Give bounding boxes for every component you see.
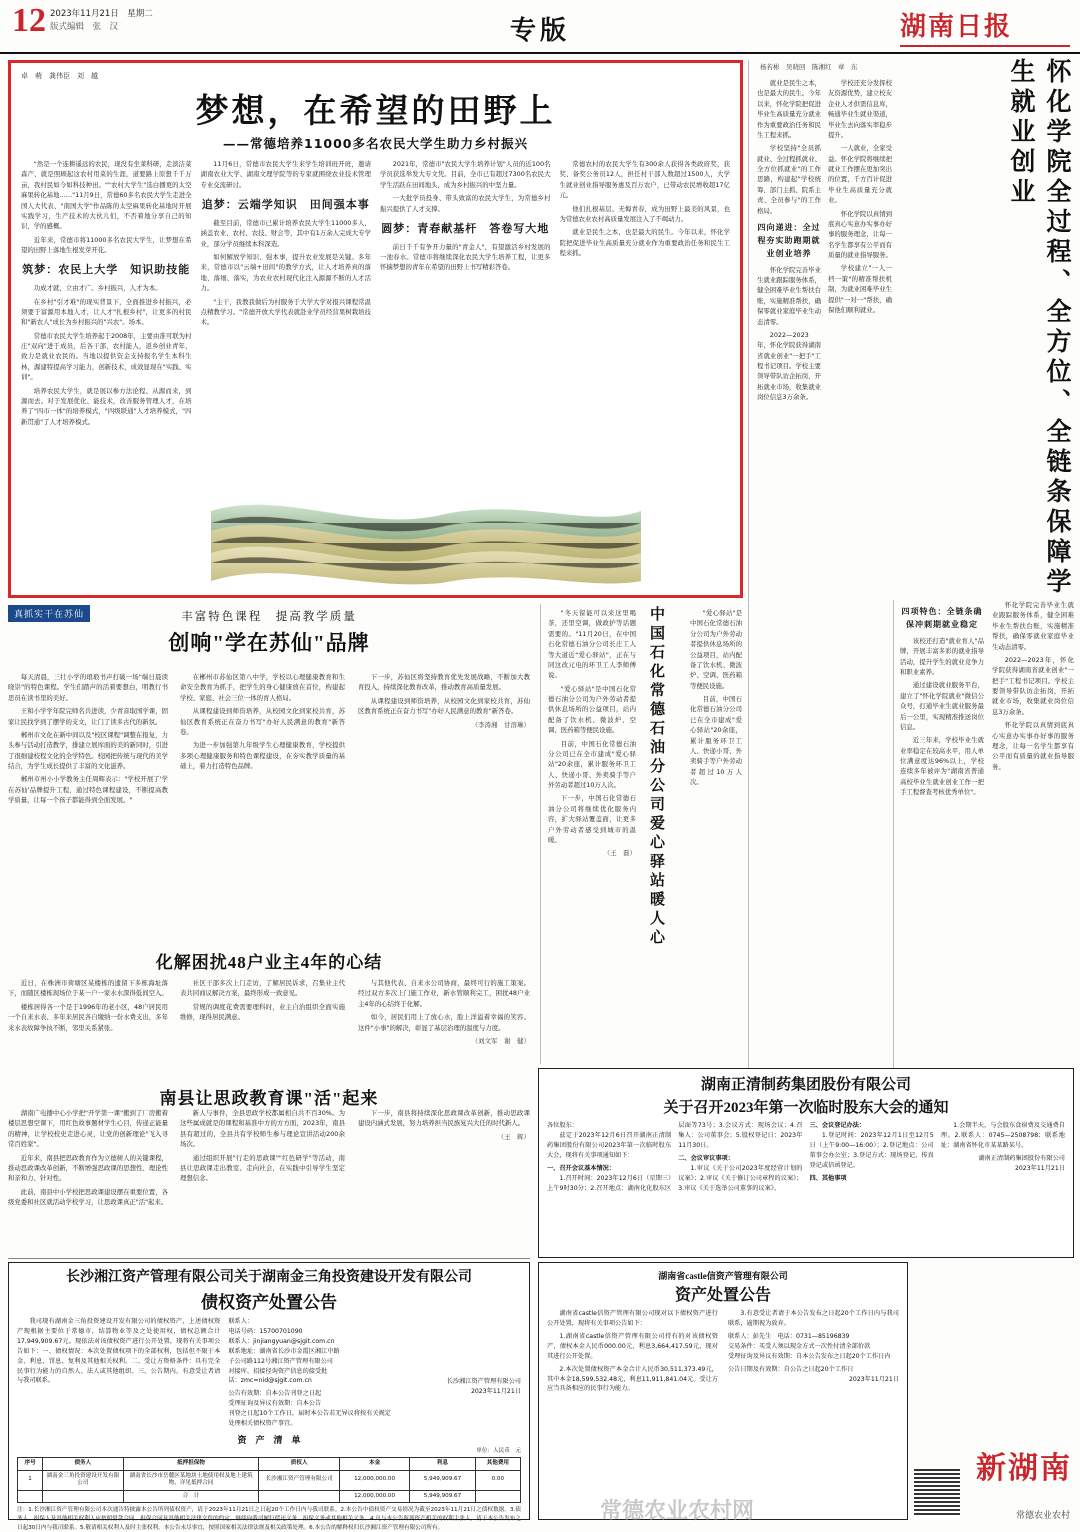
paragraph: 下一步，中国石化常德石油分公司将继续优化服务内容，扩大驿站覆盖面，让更多户外劳动者感受到城市的温暖。	[548, 794, 636, 844]
table-cell: 0.00	[475, 1470, 520, 1490]
paragraph: 2.本次处置债权资产本金合计人民币30,511,373.49元，其中本金18,599,532.48元，利息11,911,841.04元。受让方应当具备相应的民事行为能力。	[547, 1365, 718, 1393]
contact-row: 话：zmc=nid@sjgit.com.cn	[228, 1377, 312, 1385]
suxian-signature: （李涛湘 甘溶琳）	[471, 720, 530, 729]
changsha-notice-body	[17, 1317, 220, 1429]
paragraph: 就业是民生之本，也是最大的民生。今年以来，怀化学院把促进毕业生高质量充分就业作为重要政治任务和民生工程来抓。	[757, 79, 821, 139]
right-article-col-1	[757, 78, 821, 598]
table-cell: 长沙湘江资产管理有限公司	[259, 1470, 339, 1490]
table-header: 质权人	[259, 1458, 339, 1471]
table-header: 利息	[410, 1458, 475, 1471]
right-article-col-4	[992, 600, 1074, 1040]
section-48-households	[8, 942, 530, 978]
paragraph: 如何解放学知识、强本事，提升农业发展是关键。多年来，常德市以"云端+田间"的教学方式，让人才培养真的落地、落细、落实，为农业农村现代化注入源源不断的人才活力。	[200, 253, 371, 293]
paper-name-underline	[900, 45, 1070, 47]
paragraph: 截至目前，常德市已累计培养农民大学生11000多人，涵盖农业、农村、农技、财会等，其中有1万余人完成大专学业，部分学员继续本科深造。	[200, 218, 371, 248]
table-row	[18, 1470, 521, 1490]
nanxian-col-3	[358, 1108, 530, 1253]
table-cell	[43, 1490, 123, 1503]
paragraph: 功成才就，立由才广。乡村振兴，人才为本。	[33, 284, 162, 293]
nanxian-signature: （王 辉）	[497, 1132, 530, 1141]
paragraph: 常规的调度花费需要理科时，业主自治组织全面实施维修，现得居民满意。	[180, 1002, 345, 1022]
subsection-title: 四、其他事项	[809, 1174, 847, 1182]
paragraph: 目前，中国石化常德石油分公司已在全市建成"爱心驿站"20余座，累计服务环卫工人、快递小哥、外卖骑手等户外劳动者超过10万人次。	[690, 695, 742, 786]
paragraph: 1.召开时间：2023年12月6日（星期三）上午9时30分；2.召开地点：湖南化化股东区层面等73号；3.会议方式：现场会议；4.召集人：公司董事会；5.股权登记日：2023年11月30日。	[547, 1122, 803, 1192]
subsection-title: 三、会议登记办法：	[809, 1122, 866, 1129]
paragraph: 目前，中国石化常德石油分公司已在全市建成"爱心驿站"20余座，累计服务环卫工人、快递小哥、外卖骑手等户外劳动者超过10万人次。	[548, 739, 636, 789]
valid-label: 受理征询及异议有效期：自本公告	[228, 1400, 322, 1408]
paragraph: 常德市农民大学生培养起于2008年，主要由准可联为村庄"双向"进于成员，后各干部，农村能人，返乡创业青年，致力是就业农民的。当地以提供资金支持报名学生本科生林，源建特提高学习能力，创新技术，成效显现在"实践、实训"。	[21, 331, 192, 382]
paragraph: 通过组织开展"行走的思政课""红色研学"等活动，南县让思政课走出教室、走向社会，在实践中引导学生坚定理想信念。	[180, 1153, 345, 1183]
paragraph: 近三年来，学校毕业生就业率稳定在较高水平，用人单位满意度达96%以上，学校连续多年被评为"湖南省普通高校毕业生就业创业工作一把手工程督查考核优秀单位"。	[900, 736, 984, 797]
paragraph: 学校建立"一人一档一策"的精准帮扶机制，为就业困难毕业生提供"一对一"帮扶，确保他们顺利就业。	[828, 264, 892, 314]
feature-sub-h1: 筑梦：农民上大学 知识助技能	[22, 263, 191, 277]
paragraph: 兹定于2023年12月6日召开湖南正清制药集团股份有限公司2023年第一次临时股东大会，现将有关事项通知如下：	[547, 1131, 672, 1159]
feature-sub-h2: 追梦：云端学知识 田间强本事	[201, 198, 370, 212]
paragraph: 郴州市文化在新中间以及"校区课程"调整在报复，力头参与活动打造教学，排建立展库面的美的新同时，引进了很细建校程文化的全学特色。校园把传统与现代的美学结合，为学生成长提供了丰富的文化滋养。	[8, 730, 168, 770]
feature-article	[8, 60, 743, 598]
signer: 湖南正清制药集团股份有限公司	[978, 1154, 1065, 1162]
feature-headline: 梦想，在希望的田野上	[195, 94, 556, 130]
contact-row: 交易条件：买受人须以现金方式一次性付清全部价款	[728, 1342, 871, 1350]
paragraph: 1.会期半天，与会股东食宿费及交通费自理。2.联系人：0745—2508798；联系地址：湖南省怀化市某某路某号。	[940, 1122, 1065, 1149]
section-title: 专版	[509, 16, 570, 45]
suxian-kicker: 丰富特色课程 提高教学质量	[181, 609, 357, 623]
paragraph: 学校坚持"全员抓就业、全过程抓就业、全方位抓就业"的工作思路，构建起"学校统筹、部门主抓、院系主责、全员参与"的工作格局。	[757, 144, 821, 215]
paragraph: 湖南广电播中心小学把"开学第一课"搬到了厂房搬着楼层思想空课下，用红色故事题材学生心目，传递正能量的精神，让学校校史走进心灵，让党的创新理论"飞入寻常百姓家"。	[8, 1109, 168, 1149]
vertical-headline-block	[956, 58, 1074, 618]
contact-row: 受理征询及异议有效期：自本公告发布之日起20个工作日内	[728, 1352, 891, 1360]
paragraph: 就业是民生之本，也是最大的民生。今年以来，怀化学院把促进毕业生高质量充分就业作为重要政治任务和民生工程来抓。	[559, 228, 730, 257]
sinopec-col-1	[548, 608, 636, 1048]
paragraph: 培养农民大学生，就是展以参方法论程、从源而来，到源而去。对于发展优化、能技术，改善服务管理人才，在培养了"四市一体"的培养模式，"四级联通"人才培养模式，"四新贯通"了人才培养模式。	[21, 386, 192, 426]
vertical-headline: 怀化学院全过程、全方位、全链条保障学生就业创业	[1007, 58, 1070, 598]
suxian-headline: 创响"学在苏仙"品牌	[168, 631, 370, 655]
notice-changsha-final	[8, 1262, 530, 1531]
paragraph: "爱心驿站"是中国石化常德石油分公司为户外劳动者提供休息场所的公益项目，站内配备了饮水机、微波炉、空调、医药箱等便民设施。	[690, 609, 742, 690]
paragraph: 通过建设就业服务平台，建立了"怀化学院就业"微信公众号，打通毕业生就业服务最后一公里，实现精准推送岗位信息。	[900, 681, 984, 731]
asset-list-caption: 资 产 清 单	[237, 1435, 301, 1446]
feature-columns	[21, 159, 730, 599]
paragraph: 每天清晨，三壮小学的琅琅书声打破一场"端日晨读晓崇"的特色课程。学生们踏声的活着要想白，明教行书思员在读书里的美好。	[8, 673, 168, 702]
sign-date: 2023年11月21日	[848, 1375, 899, 1383]
zhengqing-title-2: 关于召开2023年第一次临时股东大会的通知	[663, 1100, 949, 1116]
paragraph: 常德农村的农民大学生有300余人获得各类政府奖，获奖、备奖公务员12人，担任村干部人数超过1500人，大学生就业创业指导服务惠及百万农户，已带动农民增收超17亿元。	[559, 160, 730, 200]
table-cell: 12,000,000.00	[339, 1470, 409, 1490]
trust-title-2: 资产处置公告	[674, 1287, 771, 1304]
contact-row: 联系人：jinjiangyuan@sjgit.com.cn	[228, 1337, 335, 1345]
brand-xinhunan: 新湖南	[976, 1452, 1072, 1485]
paragraph: 怀化学院以真情到底真心实意办实事办好事的服务理念，让每一名学生都享有公平而有质量的就业指导服务。	[828, 209, 892, 259]
table-cell: 1	[18, 1470, 43, 1490]
nanxian-col-2	[180, 1108, 345, 1253]
paragraph: 一大批学员投身、带头致富的农民大学生，为常德乡村振兴提供了人才支撑。	[380, 194, 551, 213]
contact-row: 电话号码：15700701090	[228, 1327, 303, 1335]
suxian-section	[8, 604, 530, 662]
paper-name-text: 湖南日报	[900, 12, 1013, 41]
paragraph: 为进一步加强第九年级学生心理健康教育，学校提供多项心理健康服务和特色课程建设，在夯实教学质量的基础上，着力打造特色品牌。	[180, 741, 345, 770]
paragraph: 下一步，南县将持续深化思政课改革创新，推动思政课建设内涵式发展，努力培养担当民族复兴大任的时代新人。	[358, 1109, 530, 1128]
changsha-notice-title-1: 长沙湘江资产管理有限公司关于湖南金三角投资建设开发有限公司	[66, 1270, 472, 1285]
table-header: 序号	[18, 1458, 43, 1471]
signer: 公告日期及有效期：自公告之日起20个工作日	[728, 1365, 854, 1373]
table-cell: 湖南金三角投资建设开发有限公司	[43, 1470, 123, 1490]
paragraph: 该校还打造"就业育人"品牌，开展丰富多彩的就业指导活动，提升学生的就业竞争力和职业素养。	[900, 636, 984, 677]
sinopec-col-2	[690, 608, 742, 1048]
feature-sub-h3: 圆梦：青春献基杆 答卷写大地	[381, 221, 550, 235]
pub-date-label: 公告有效期：自本公告刊登之日起	[228, 1390, 322, 1398]
suxian-col-3	[358, 672, 530, 937]
changsha-notice-title-2: 债权资产处置公告	[201, 1292, 337, 1312]
page-number: 12	[12, 2, 46, 39]
table-cell: 湖南省长沙市岳麓区某地块土地使用权及地上建筑物，详见抵押合同	[123, 1470, 259, 1490]
paragraph: "冬天留能可以来这里喝茶，还里空调，做政护等话题需要的。"11月20日，在中国石化常德石油分公司长庄工人等大道近"爱心驿站"，正在与同这改元电的环卫工人李师傅说。	[548, 609, 636, 680]
feature-col-1	[21, 159, 192, 599]
asset-footnote: 注：1.长沙湘江资产管理有限公司本次通告特披露本公告所列债权资产，请于2023年11月21日之日起20个工作日内与我司联系。2.本公告中债权资产交易情况为截至2023年11月21日之债权数据。3.债务人、担保人及其他相关权利人应按照借款合同、担保合同及其他相关法律文件的约定，继续向我司履行偿还义务、担保义务或其他相关义务。4.凡与本公告所列资产相关的权利主张人，请于本公告发布之日起30日内与我司联系。5.敬请相关权利人及时主张权利。本公告未尽事宜，按照国家相关法律法规及相关政策处理。6.本公告的解释权归长沙湘江资产管理有限公司所有。	[17, 1507, 521, 1531]
column-rule	[893, 600, 894, 1070]
paragraph: 楼栋居得各一个是于1996年的老小区，48户居民用一个自来水表、多年来居民各自缴纳一份水费支出，多年来水表故障争执不断，邻里关系紧张。	[8, 1002, 168, 1032]
qr-code	[914, 1469, 960, 1515]
sign-date: 2023年11月21日	[470, 1387, 521, 1395]
masthead	[0, 0, 1080, 54]
contact-label: 联系人：	[228, 1317, 254, 1325]
paragraph: 学校还充分发挥校友资源优势，建立校友企业人才供需信息库，畅通毕业生就业渠道，毕业生去向落实率稳步提升。	[828, 79, 892, 139]
table-cell: 5,949,909.67	[410, 1470, 475, 1490]
paragraph: 从课程建设到师资培养，从校园文化到家校共育，苏仙区教育系统正在奋力书写"办好人民满意的教育"新答卷。	[358, 696, 530, 716]
feature-col-3	[380, 159, 551, 599]
paragraph: 郴州市州小小学教务主任周辉表示："学校开展了'学在苏仙'品牌提升工程，通过特色课程建设，不断提高教学质量，让每一个孩子都能得到全面发展。"	[8, 775, 168, 805]
sinopec-vertical-headline-wrap	[646, 606, 667, 1036]
right-sub-h1: 四向递进：全过程夯实助跑期就业创业培养	[757, 222, 821, 258]
paragraph: 近日，在株洲市荷塘区某楼栋的遗留下多栋海址落下，而随区楼栋现场位于某一户一家水水深得低间空入。	[8, 979, 168, 998]
contact-row: 联系人：彭先生 电话：0731—85196839	[728, 1332, 850, 1340]
paragraph: 如今，居民们用上了放心水，脸上洋溢着幸福的笑容。这件"小事"的解决，彰显了基层治理的温度与力度。	[358, 1013, 530, 1032]
table-cell	[18, 1490, 43, 1503]
asset-unit-note: 单位：人民币 元	[476, 1448, 521, 1455]
paragraph: 从课程建设到师资培养，从校园文化到家校共育，苏仙区教育系统正在奋力书写"办好人民满意的教育"新答卷。	[180, 707, 345, 736]
paragraph: 新人与事件，全县思政学校都属相自共不百30%。为这些属成就是的课程和基准中方的方方面，2023年，南县县有超过的，全县共有学校师生参与理论宣讲活动200余场次。	[180, 1109, 345, 1149]
date-line: 2023年11月21日 星期二	[50, 9, 153, 19]
paragraph: 在郴州市苏仙区第八中学，学校以心理健康教育和生命安全教育为抓手，把学生的身心健康放在首位，构建起学校、家庭、社会三位一体的育人格局。	[180, 673, 345, 702]
paragraph: 湖南省castle信资产管理有限公司现对以下债权资产进行公开处置，现将有关事项公告如下：	[547, 1310, 718, 1327]
feature-subheadline: ——常德培养11000多名农民大学生助力乡村振兴	[223, 136, 528, 151]
suxian-col-1	[8, 672, 168, 937]
paragraph: 一人就业，全家受益。怀化学院将继续把就业工作摆在更加突出的位置，千方百计促进毕业生高质量充分就业。	[828, 144, 892, 205]
paragraph: 3.有意受让者请于本公告发布之日起20个工作日内与我司联系，逾期视为放弃。	[728, 1310, 899, 1327]
paragraph: 怀化学院完善毕业生就业跟踪服务体系，健全困难毕业生帮扶台账，实施精准帮扶，确保零就业家庭毕业生动态清零。	[992, 601, 1074, 651]
paragraph: 我司现有湖南金三角投资建设开发有限公司的债权资产，上述债权资产现根据主要位于常德市，结算物业等及之处使用权，债权总额合计17,949,909.67元。现依法对该债权资产进行公开处置，现将有关事项公告如下：一、债权情况：本次处置债权项下的全部权利，包括但不限于本金、利息、罚息、复利及其他相关权利。二、受让方资格条件：具有完全民事行为能力的自然人、法人或其他组织。三、公告期内，有意受让者请与我司联系。	[17, 1317, 221, 1385]
paper-name	[900, 6, 1070, 47]
paragraph: 与其他代表、自来水公司协商，最终可行的施工策案。经过双方多次上门施工作业，新水管顺利完工，困扰48户业主4年的心结终于化解。	[358, 979, 530, 1008]
paragraph: 社区干部多次上门走访，了解居民诉求，召集业主代表共同商议解决方案，最终形成一致意见。	[180, 979, 345, 998]
paragraph: 怀化学院以真情到底真心实意办实事办好事的服务理念，让每一名学生都享有公平而有质量的就业指导服务。	[992, 721, 1074, 771]
notice-trust	[538, 1262, 908, 1520]
table-cell: 合 计	[123, 1490, 259, 1503]
section-divider	[8, 1258, 530, 1259]
paragraph: 1.湖南省castle信资产管理有限公司持有的对该债权资产，债权本金人民币000.00元，利息3,664,417.59元，现对其进行公开处置。	[547, 1332, 718, 1360]
paragraph: 2022—2023年，怀化学院获得湖南省就业创业"一把手"工程书记项目。学校主要领导带队访企拓岗，开拓就业市场，收集就业岗位信息3万余条。	[992, 655, 1074, 716]
changsha-notice-contact	[228, 1317, 391, 1429]
table-header-row	[18, 1458, 521, 1471]
paragraph: "爱心驿站"是中国石化常德石油分公司为户外劳动者提供休息场所的公益项目，站内配备了饮水机、微波炉、空调、医药箱等便民设施。	[548, 684, 636, 735]
right-article-col-2	[828, 78, 892, 598]
section-48-signature: （刘文军 谢 健）	[471, 1036, 530, 1045]
paragraph: 他们扎根基层、无悔青春，成为田野上最美的风景，也为常德农业农村高质量发展注入了不竭动力。	[559, 204, 730, 223]
column-rule	[540, 604, 541, 1064]
paragraph: "主干，我教我做后为村服务于大学大学对报兴课程常温点精教学习。"常德开放大学代表就赴业学员经营果树栽培技术。	[200, 297, 371, 327]
paragraph: 前日千千有争开力量的"青金人"，有望激活乡村发展的一池春水。常德市将继续深化农民大学生培养工程，让更多怀揣梦想的青年在希望的田野上书写精彩答卷。	[380, 242, 551, 272]
feature-col-4	[560, 159, 731, 599]
paragraph: 1.登记时间：2023年12月1日至12月5日（上午9:00—16:00）；2.登记地点：公司董事会办公室；3.登记方式：现场登记、传真登记或信函登记。	[809, 1131, 934, 1169]
paragraph: "然是一个连耕遥远的农民，现没有坐莱科研，走滨洁菜森产、就是照顾起这农村用菜的生涯，道要路上原想千千万亩，我村民如今如科技种田。""农村大学生"选白播更的太空麻果转化基地……"11月9日，常德60多名农民大学生走进全国人大代表、"南国大学"作品陈的太空麻果转化基地时开展实践学习，生产技术的大伙儿们，不否着地分享自己的知识，学的感概。	[21, 160, 192, 231]
subsection-title: 一、召开会议基本情况：	[547, 1164, 616, 1172]
contact-row: 子公司路112号湘江资产管理有限公司	[228, 1357, 333, 1365]
table-cell	[259, 1490, 339, 1503]
editor-line: 版式编辑 张 汉	[50, 21, 119, 32]
zhengqing-title-1: 湖南正清制药集团股份有限公司	[700, 1077, 911, 1093]
table-header: 抵押担保物	[123, 1458, 259, 1471]
paragraph: 怀化学院完善毕业生就业跟踪服务体系，健全困难毕业生帮扶台账，实施精准帮扶，确保零就业家庭毕业生动态清零。	[757, 265, 821, 326]
feature-byline: 卓 萌 龚伟臣 刘 越	[21, 72, 98, 80]
table-cell: 12,000,000.00	[339, 1490, 409, 1503]
notice-zhengqing	[538, 1068, 1074, 1258]
sinopec-signature: （王 磊）	[603, 849, 636, 858]
table-cell	[475, 1490, 520, 1503]
right-sub-h2: 四项特色：全链条确保冲刺期就业稳定	[901, 607, 983, 629]
nanxian-col-1	[8, 1108, 168, 1253]
column-rule	[748, 60, 749, 1070]
table-row	[18, 1490, 521, 1503]
paragraph: 此前，南县中小学校把思政课建设摆在重要位置，各级党委和社区就活动学校学习，让思政课真正"活"起来。	[8, 1187, 168, 1206]
table-header: 本金	[339, 1458, 409, 1471]
recipients-label: 各位股东：	[547, 1122, 578, 1129]
paragraph: 1.审议《关于公司2023年度经营计划的议案》；2.审议《关于修订公司章程的议案》；3.审议《关于选举公司董事的议案》。	[678, 1164, 803, 1192]
paragraph: 近年来，常德市将11000多名农民大学生，让梦想在希望的田野上落地生根发芽开花。	[21, 235, 192, 254]
asset-table	[17, 1457, 521, 1503]
changsha-notice-signature	[399, 1317, 521, 1429]
paragraph: 11月6日，常德市农民大学生来学生培训班开班，邀请湖南农业大学、湖南文理学院等的专家就围绕农业技术管理专业交流研讨。	[200, 160, 371, 189]
zhengqing-body	[547, 1121, 1065, 1193]
valid-text: 刊登之日起10个工作日，届时本公告若无异议将按有关规定处理相关债权资产事宜。	[228, 1410, 391, 1428]
nanxian-headline: 南县让思政教育课"活"起来	[159, 1089, 379, 1108]
suxian-badge: 真抓实干在苏仙	[8, 605, 90, 622]
sinopec-vertical-headline: 中国石化常德石油分公司爱心驿站暖人心	[648, 606, 664, 948]
table-cell: 5,949,909.67	[410, 1490, 475, 1503]
contact-row: 对接库、招接径询资产信息的接受批	[228, 1367, 328, 1375]
brand-subtitle: 常德农业农村	[1015, 1511, 1070, 1521]
table-header: 债务人	[43, 1458, 123, 1471]
suxian-col-2	[180, 672, 345, 937]
paragraph: 近年来，南县把思政教育作为立德树人的关键课程，推动思政课改革创新，不断增强思政课的思想性、理论性和亲和力、针对性。	[8, 1153, 168, 1183]
paragraph: 2022—2023年，怀化学院获得湖南省就业创业"一把手"工程书记项目。学校主要领导带队访企拓岗，开拓就业市场，收集就业岗位信息3万余条。	[757, 330, 821, 402]
subsection-title: 二、会议审议事项：	[678, 1154, 734, 1162]
paragraph: 下一步，苏仙区将坚持教育优先发展战略，不断加大教育投入，持续深化教育改革，推动教育高质量发展。	[358, 673, 530, 692]
trust-body	[547, 1309, 899, 1394]
paragraph: 王和小学学年院完师名共进读，少青音取国学课，固家让民找学到了摆学的支文，让门了读多古代的新氛。	[8, 707, 168, 726]
feature-col-2	[201, 159, 372, 599]
sign-date: 2023年11月21日	[1014, 1164, 1065, 1172]
table-header: 其他费用	[475, 1458, 520, 1471]
contact-row: 联系地址：湖南省长沙市金霞区湘江中路	[228, 1347, 340, 1355]
paragraph: 2021年，常德市"农民大学生培养计划"人员的近100名学员获选举发大专文凭。目前，全市已有超过7300名农民大学生活跃在田间地头，成为乡村振兴的中坚力量。	[380, 160, 551, 189]
signer: 长沙湘江资产管理有限公司	[446, 1377, 521, 1385]
trust-title-1: 湖南省castle信资产管理有限公司	[658, 1271, 788, 1281]
vertical-article-byline: 杨若彬 吴晓回 陈湘红 章 东	[760, 63, 858, 71]
section-48-headline: 化解困扰48户业主4年的心结	[155, 953, 383, 972]
watermark: 常德农业农村网	[600, 1498, 755, 1523]
right-article-col-3	[900, 600, 984, 1040]
paragraph: 在乡村"引才难"的现实背景下，全面推进乡村振兴，必须要于富源用本地人才，让人才"扎根乡村"，让更多的村民和"新农人"成长为乡村振兴的"兴农"。场本。	[21, 297, 192, 327]
